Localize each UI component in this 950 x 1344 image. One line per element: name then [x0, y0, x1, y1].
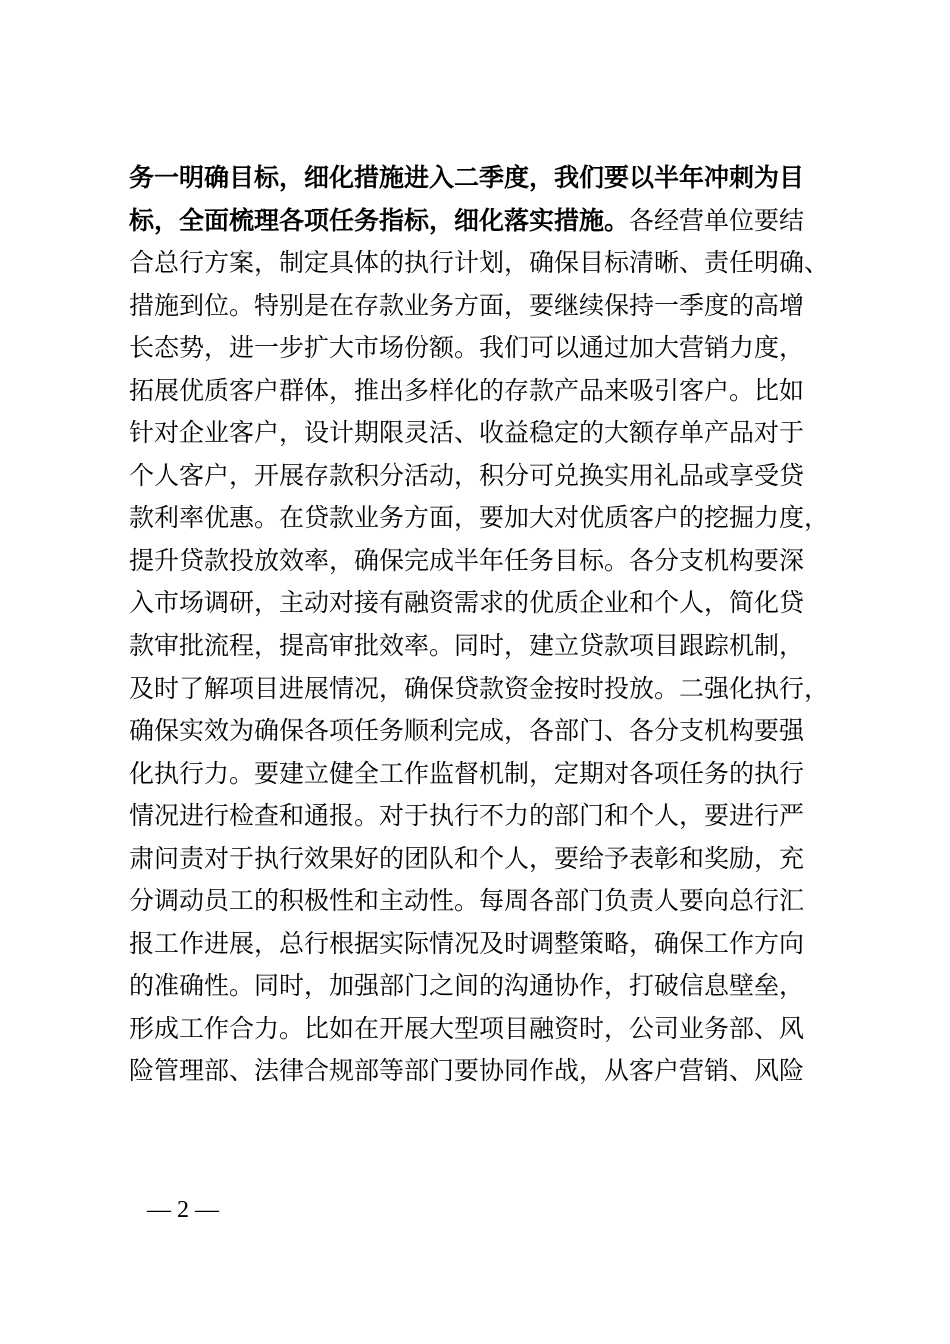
text-line	[129, 285, 829, 328]
page-number: — 2 —	[147, 1197, 219, 1223]
text-line	[129, 625, 829, 668]
text-segment: 款审批流程，提高审批效率。同时，建立贷款项目跟踪机制，	[129, 631, 805, 661]
body-text	[129, 157, 829, 1093]
text-segment: 确保实效为确保各项任务顺利完成，各部门、各分支机构要强	[129, 716, 805, 746]
text-segment: 长态势，进一步扩大市场份额。我们可以通过加大营销力度，	[129, 333, 805, 363]
text-segment: 款利率优惠。在贷款业务方面，要加大对优质客户的挖掘力度，	[129, 503, 830, 533]
text-segment: 情况进行检查和通报。对于执行不力的部门和个人，要进行严	[129, 801, 805, 831]
text-line	[129, 327, 829, 370]
text-line	[129, 1050, 829, 1093]
text-line	[129, 455, 829, 498]
text-line	[129, 710, 829, 753]
bold-text-segment: 标，全面梳理各项任务指标，细化落实措施。	[129, 205, 630, 235]
text-line	[129, 795, 829, 838]
text-line	[129, 1008, 829, 1051]
text-line	[129, 157, 829, 200]
text-segment: 险管理部、法律合规部等部门要协同作战，从客户营销、风险	[129, 1056, 805, 1086]
text-segment: 提升贷款投放效率，确保完成半年任务目标。各分支机构要深	[129, 545, 805, 575]
text-segment: 个人客户，开展存款积分活动，积分可兑换实用礼品或享受贷	[129, 460, 805, 490]
text-segment: 合总行方案，制定具体的执行计划，确保目标清晰、责任明确、	[129, 248, 830, 278]
text-line	[129, 540, 829, 583]
text-line	[129, 497, 829, 540]
text-segment: 针对企业客户，设计期限灵活、收益稳定的大额存单产品对于	[129, 418, 805, 448]
text-segment: 及时了解项目进展情况，确保贷款资金按时投放。二强化执行，	[129, 673, 830, 703]
text-line	[129, 923, 829, 966]
text-line	[129, 880, 829, 923]
text-line	[129, 582, 829, 625]
text-line	[129, 753, 829, 796]
text-segment: 化执行力。要建立健全工作监督机制，定期对各项任务的执行	[129, 758, 805, 788]
text-segment: 分调动员工的积极性和主动性。每周各部门负责人要向总行汇	[129, 886, 805, 916]
text-line	[129, 412, 829, 455]
text-segment: 入市场调研，主动对接有融资需求的优质企业和个人，简化贷	[129, 588, 805, 618]
text-line	[129, 200, 829, 243]
text-segment: 形成工作合力。比如在开展大型项目融资时，公司业务部、风	[129, 1013, 805, 1043]
text-segment: 拓展优质客户群体，推出多样化的存款产品来吸引客户。比如	[129, 375, 805, 405]
text-line	[129, 370, 829, 413]
text-line	[129, 838, 829, 881]
text-line	[129, 965, 829, 1008]
text-segment: 的准确性。同时，加强部门之间的沟通协作，打破信息壁垒，	[129, 971, 805, 1001]
text-segment: 肃问责对于执行效果好的团队和个人，要给予表彰和奖励，充	[129, 843, 805, 873]
text-segment: 措施到位。特别是在存款业务方面，要继续保持一季度的高增	[129, 290, 805, 320]
text-line	[129, 242, 829, 285]
text-segment: 报工作进展，总行根据实际情况及时调整策略，确保工作方向	[129, 928, 805, 958]
text-segment: 各经营单位要结	[629, 205, 805, 235]
text-line	[129, 668, 829, 711]
bold-text-segment: 务一明确目标，细化措施进入二季度，我们要以半年冲刺为目	[129, 163, 805, 192]
